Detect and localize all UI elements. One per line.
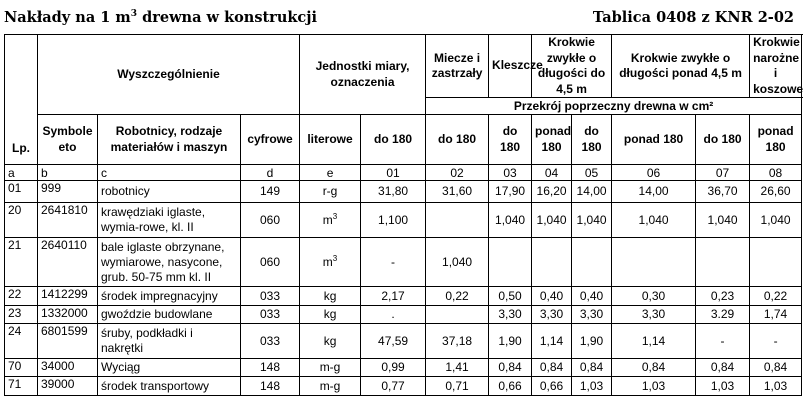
row-value: 0,40 <box>532 287 572 305</box>
row-value: 1,41 <box>426 359 489 377</box>
header-literowe: literowe <box>300 115 361 165</box>
row-value: 1,040 <box>489 203 532 238</box>
table-row <box>5 324 802 359</box>
column-letter: 05 <box>572 165 612 180</box>
row-value: 37,18 <box>426 324 489 359</box>
row-unit-text: m-g <box>319 378 341 393</box>
row-value <box>612 238 696 287</box>
row-unit-code: 060 <box>241 203 300 238</box>
column-letter: d <box>241 165 300 180</box>
row-value: 1,03 <box>696 377 750 396</box>
header-ponad180: ponad 180 <box>532 115 572 165</box>
header-cyfrowe: cyfrowe <box>241 115 300 165</box>
row-lp: 21 <box>5 238 38 287</box>
row-value: 0,22 <box>750 287 802 305</box>
row-lp: 20 <box>5 203 38 238</box>
row-value: 1,03 <box>612 377 696 396</box>
row-value: 1,040 <box>750 203 802 238</box>
column-letter: 07 <box>696 165 750 180</box>
row-unit-code: 033 <box>241 305 300 323</box>
row-value: 0,84 <box>489 359 532 377</box>
header-symbole: Symbole eto <box>38 115 98 165</box>
column-letter: e <box>300 165 361 180</box>
row-value <box>426 203 489 238</box>
row-value: 0,40 <box>572 287 612 305</box>
row-unit <box>300 324 361 359</box>
row-lp: 01 <box>5 180 38 203</box>
row-value: 1,040 <box>612 203 696 238</box>
row-value: 1,040 <box>696 203 750 238</box>
row-unit <box>300 305 361 323</box>
header-ponad180: ponad 180 <box>612 115 696 165</box>
column-letter: c <box>98 165 241 180</box>
row-unit <box>300 287 361 305</box>
page-title <box>4 6 317 30</box>
row-value: 0,84 <box>696 359 750 377</box>
header-jednostki: Jednostki miary, oznaczenia <box>300 35 426 115</box>
column-letter: 06 <box>612 165 696 180</box>
row-value: 3,30 <box>489 305 532 323</box>
row-value: 1,100 <box>361 203 426 238</box>
header-do180: do 180 <box>426 115 489 165</box>
row-value: 3,30 <box>572 305 612 323</box>
header-kleszcze: Kleszcze <box>489 35 532 98</box>
row-unit-text: kg <box>323 306 337 321</box>
row-value: 1,14 <box>532 324 572 359</box>
row-value <box>696 238 750 287</box>
row-name: robotnicy <box>98 180 241 203</box>
column-letters-row <box>5 165 802 180</box>
row-unit <box>300 180 361 203</box>
row-value: 36,70 <box>696 180 750 203</box>
row-symbol: 34000 <box>38 359 98 377</box>
row-unit <box>300 238 361 287</box>
header-krokwie-45: Krokwie zwykłe o długości do 4,5 m <box>532 35 612 98</box>
row-value: 3.29 <box>696 305 750 323</box>
row-symbol: 2640110 <box>38 238 98 287</box>
row-value: 14,00 <box>572 180 612 203</box>
title-rest: drewna w konstrukcji <box>137 9 317 26</box>
row-unit-text: kg <box>323 288 337 303</box>
table-row <box>5 203 802 238</box>
table-number: Tablica 0408 z KNR 2-02 <box>592 9 794 26</box>
table-body <box>5 165 802 396</box>
row-value: 1,040 <box>426 238 489 287</box>
row-symbol: 2641810 <box>38 203 98 238</box>
row-unit-code: 148 <box>241 359 300 377</box>
row-symbol: 39000 <box>38 377 98 396</box>
table-row <box>5 377 802 396</box>
row-unit-exponent: 3 <box>332 254 338 264</box>
header-wyszczegolnienie: Wyszczególnienie <box>38 35 300 115</box>
row-value: - <box>750 324 802 359</box>
row-value: 1,040 <box>572 203 612 238</box>
row-value: 1,74 <box>750 305 802 323</box>
row-lp: 22 <box>5 287 38 305</box>
row-unit-text: kg <box>323 333 337 348</box>
column-letter: a <box>5 165 38 180</box>
row-value <box>750 238 802 287</box>
column-letter: 02 <box>426 165 489 180</box>
row-unit-text: r-g <box>322 184 338 199</box>
header-krokwie-naroz: Krokwie narożne i koszowe <box>750 35 802 98</box>
row-lp: 24 <box>5 324 38 359</box>
header-do180: do 180 <box>696 115 750 165</box>
row-value: 0,30 <box>612 287 696 305</box>
row-value <box>489 238 532 287</box>
row-value: 3,30 <box>612 305 696 323</box>
row-value: 0,66 <box>489 377 532 396</box>
row-value: 0,84 <box>572 359 612 377</box>
row-value <box>426 305 489 323</box>
title-superscript: 3 <box>130 9 138 20</box>
row-value: 1,90 <box>489 324 532 359</box>
row-name: krawędziaki iglaste, wymia-rowe, kl. II <box>98 203 241 238</box>
row-name: środek impregnacyjny <box>98 287 241 305</box>
column-letter: b <box>38 165 98 180</box>
row-symbol: 1332000 <box>38 305 98 323</box>
row-unit-code: 033 <box>241 287 300 305</box>
row-value: . <box>361 305 426 323</box>
header-krokwie-ponad: Krokwie zwykłe o długości ponad 4,5 m <box>612 35 750 98</box>
row-value <box>532 238 572 287</box>
column-letter: 03 <box>489 165 532 180</box>
table-row <box>5 305 802 323</box>
header-ponad180: ponad 180 <box>750 115 802 165</box>
row-unit <box>300 359 361 377</box>
row-unit-code: 148 <box>241 377 300 396</box>
row-unit-code: 033 <box>241 324 300 359</box>
row-name: gwoździe budowlane <box>98 305 241 323</box>
row-name: Wyciąg <box>98 359 241 377</box>
row-lp: 23 <box>5 305 38 323</box>
row-unit <box>300 377 361 396</box>
norms-table <box>4 34 802 396</box>
row-value: 1,03 <box>750 377 802 396</box>
row-value: 31,80 <box>361 180 426 203</box>
row-value: 31,60 <box>426 180 489 203</box>
row-symbol: 6801599 <box>38 324 98 359</box>
header-robotnicy: Robotnicy, rodzaje materiałów i maszyn <box>98 115 241 165</box>
row-value: 0,50 <box>489 287 532 305</box>
row-value: - <box>696 324 750 359</box>
header-do180: do 180 <box>489 115 532 165</box>
row-lp: 71 <box>5 377 38 396</box>
header-lp: Lp. <box>5 35 38 165</box>
row-unit-code: 149 <box>241 180 300 203</box>
row-value: 14,00 <box>612 180 696 203</box>
row-value: 0,84 <box>532 359 572 377</box>
row-unit-code: 060 <box>241 238 300 287</box>
row-value: 17,90 <box>489 180 532 203</box>
row-value: 2,17 <box>361 287 426 305</box>
title-main: Nakłady na 1 m <box>4 9 131 26</box>
row-symbol: 1412299 <box>38 287 98 305</box>
row-value <box>572 238 612 287</box>
header-przekroj: Przekrój poprzeczny drewna w cm² <box>426 98 802 115</box>
row-value: 0,77 <box>361 377 426 396</box>
row-value: 0,66 <box>532 377 572 396</box>
row-value: 47,59 <box>361 324 426 359</box>
row-value: 1,040 <box>532 203 572 238</box>
table-row <box>5 238 802 287</box>
row-value: 16,20 <box>532 180 572 203</box>
row-unit-text: m-g <box>319 360 341 375</box>
column-letter: 04 <box>532 165 572 180</box>
row-name: środek transportowy <box>98 377 241 396</box>
table-row <box>5 287 802 305</box>
row-value: 1,14 <box>612 324 696 359</box>
header-do180: do 180 <box>572 115 612 165</box>
column-letter: 08 <box>750 165 802 180</box>
row-value: 0,71 <box>426 377 489 396</box>
row-value: - <box>361 238 426 287</box>
row-unit <box>300 203 361 238</box>
header-miecze: Miecze i zastrzały <box>426 35 489 98</box>
row-unit-text: m <box>322 255 333 270</box>
row-value: 26,60 <box>750 180 802 203</box>
row-name: bale iglaste obrzynane, wymiarowe, nasycone, grub. 50-75 mm kl. II <box>98 238 241 287</box>
row-symbol: 999 <box>38 180 98 203</box>
row-value: 1,03 <box>572 377 612 396</box>
row-lp: 70 <box>5 359 38 377</box>
row-unit-text: m <box>322 213 333 228</box>
row-name: śruby, podkładki i nakrętki <box>98 324 241 359</box>
row-value: 0,22 <box>426 287 489 305</box>
row-value: 0,23 <box>696 287 750 305</box>
row-value: 0,84 <box>750 359 802 377</box>
table-row <box>5 180 802 203</box>
column-letter: 01 <box>361 165 426 180</box>
row-value: 3,30 <box>532 305 572 323</box>
row-unit-exponent: 3 <box>332 212 338 222</box>
table-row <box>5 359 802 377</box>
row-value: 1,90 <box>572 324 612 359</box>
header-do180: do 180 <box>361 115 426 165</box>
row-value: 0,84 <box>612 359 696 377</box>
row-value: 0,99 <box>361 359 426 377</box>
